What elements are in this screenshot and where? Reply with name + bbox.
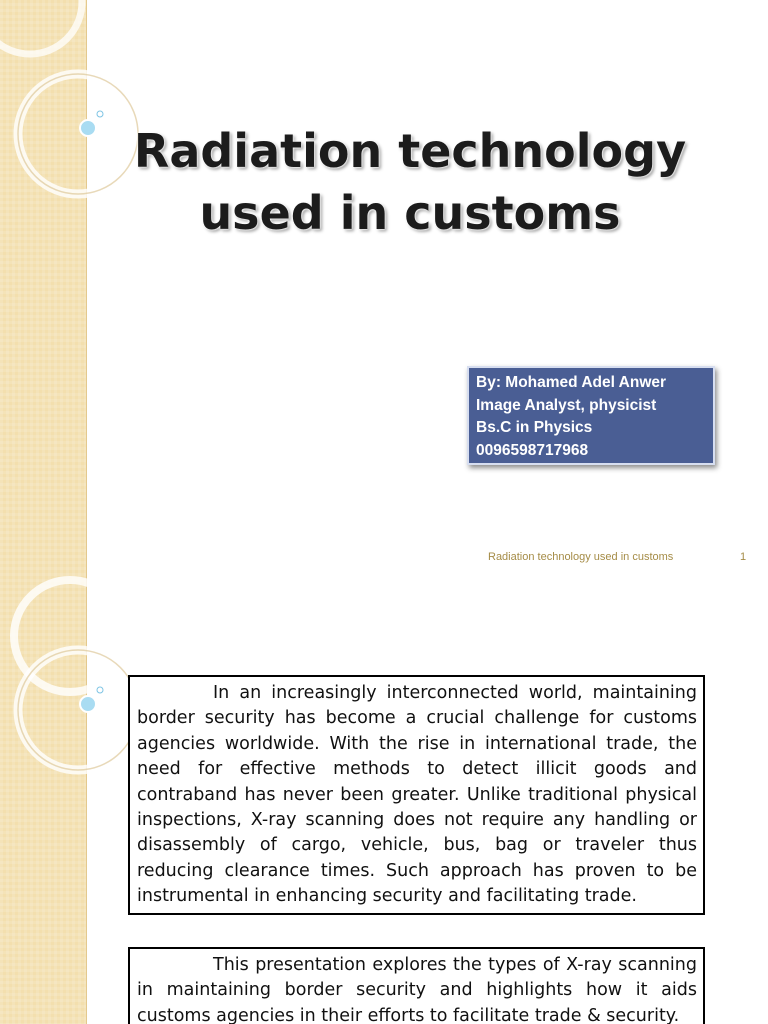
author-phone: 0096598717968 <box>476 441 589 459</box>
slide-title <box>100 120 720 244</box>
title-line-2: used in customs <box>199 186 621 240</box>
author-info-box <box>467 366 715 465</box>
intro-paragraph: In an increasingly interconnected world, maintaining border security has become a crucial challenge for customs agencies worldwide. With the rise in international trade, the need for effective methods to detect illicit goods and contraband has never been greater. Unlike traditional physical inspections, X-ray scanning does not require any handling or disassembly of cargo, vehicle, bus, bag or traveler thus reducing clearance times. Such approach has proven to be instrumental in enhancing security and facilitating trade. <box>137 683 697 907</box>
intro-text-box <box>128 675 705 915</box>
summary-paragraph: This presentation explores the types of X-ray scanning in maintaining border security and highlights how it aids customs agencies in their efforts to facilitate trade & security. <box>137 955 697 1024</box>
author-degree: Bs.C in Physics <box>476 419 593 436</box>
content-slide <box>0 576 768 1024</box>
author-role: Image Analyst, physicist <box>476 396 657 414</box>
ring-decoration-icon <box>0 0 140 576</box>
summary-text-box <box>128 947 705 1024</box>
title-line-1: Radiation technology <box>133 124 687 178</box>
author-name: By: Mohamed Adel Anwer <box>476 374 667 391</box>
slide-page-number: 1 <box>740 551 747 563</box>
ring-decoration-icon <box>0 576 140 1024</box>
slide-footer-text: Radiation technology used in customs <box>488 551 674 563</box>
